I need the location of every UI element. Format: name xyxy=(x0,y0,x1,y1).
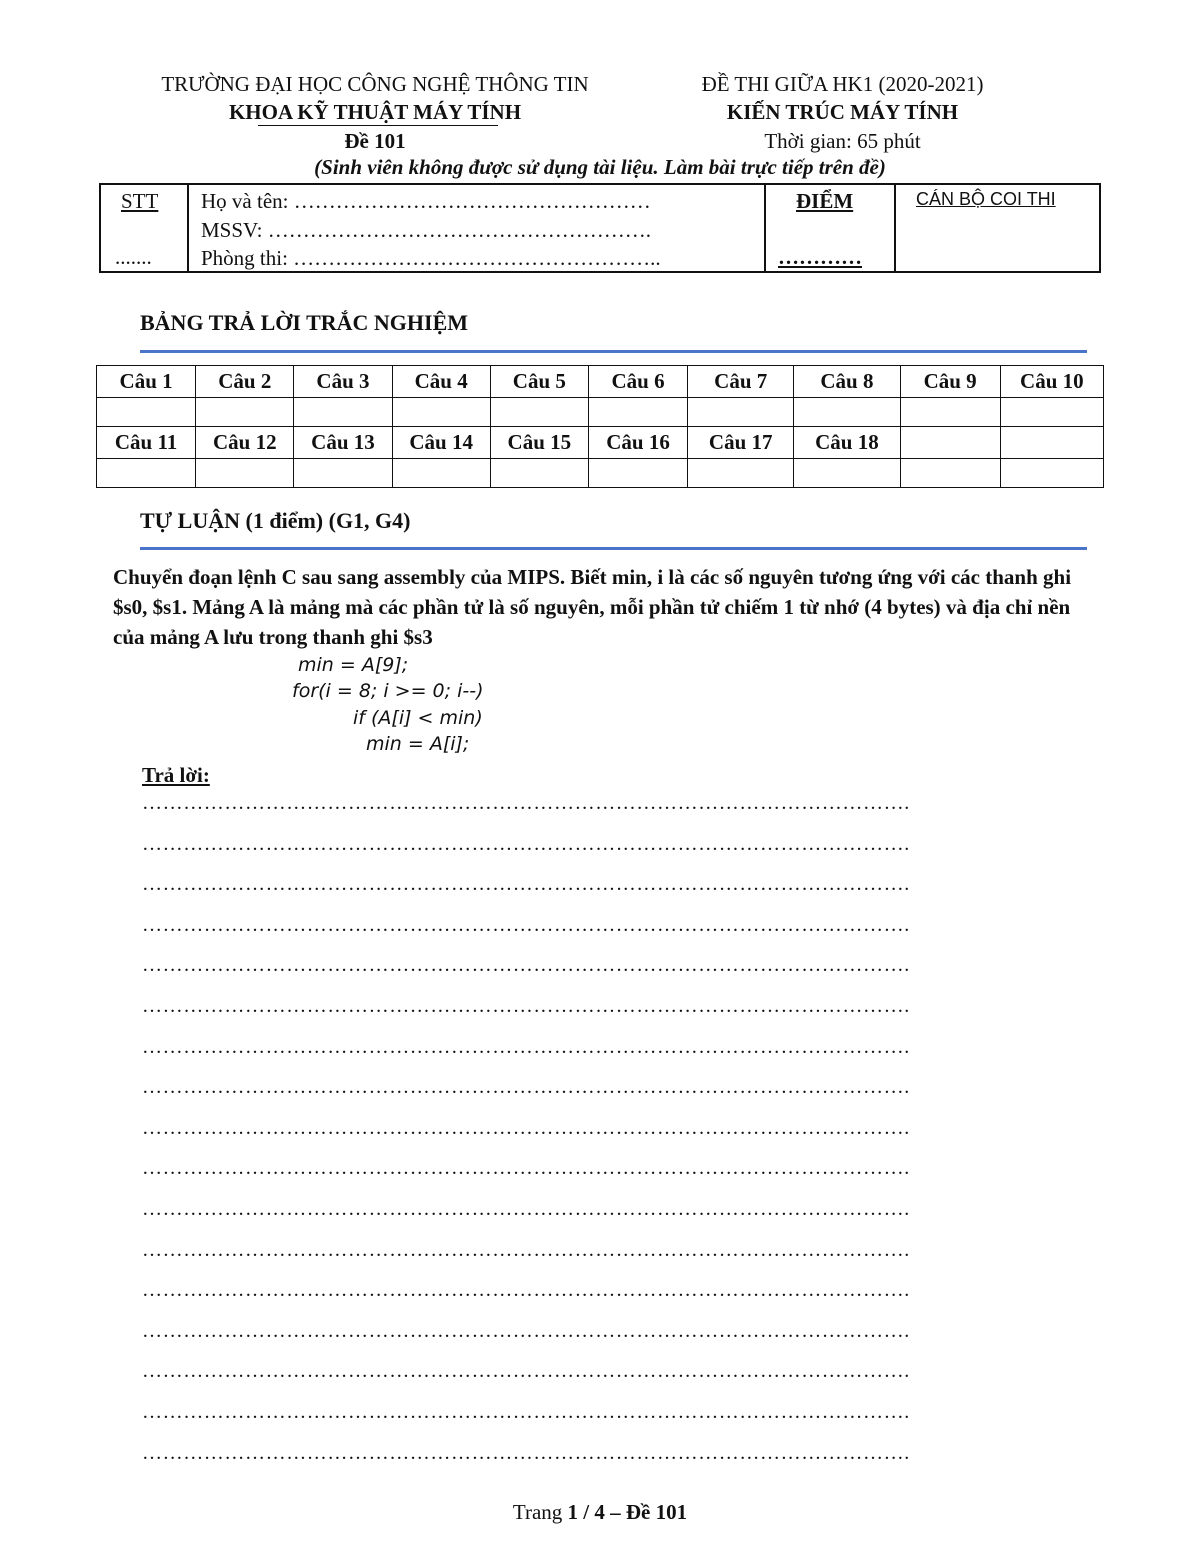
question-label xyxy=(1000,427,1103,459)
answer-line[interactable]: …………………………………………………………………………………………………. xyxy=(142,1279,910,1302)
mssv-field[interactable]: MSSV: ………………………………………………. xyxy=(201,218,651,242)
stt-blank[interactable]: ....... xyxy=(115,245,152,269)
answer-line[interactable]: …………………………………………………………………………………………………. xyxy=(142,1198,910,1220)
answer-line[interactable]: …………………………………………………………………………………………………. xyxy=(142,913,910,936)
answer-cell[interactable] xyxy=(588,459,687,488)
exam-duration: Thời gian: 65 phút xyxy=(764,129,921,153)
answer-cell[interactable] xyxy=(794,398,900,427)
code-line: min = A[9]; xyxy=(298,654,409,676)
answer-cell[interactable] xyxy=(490,398,588,427)
divider xyxy=(187,185,189,271)
question-label: Câu 12 xyxy=(196,427,294,459)
question-label: Câu 2 xyxy=(196,366,294,398)
section-rule xyxy=(140,350,1087,353)
answer-line[interactable]: …………………………………………………………………………………………………. xyxy=(142,995,910,1017)
answer-cell[interactable] xyxy=(97,459,196,488)
question-label xyxy=(900,427,1000,459)
mcq-title: BẢNG TRẢ LỜI TRẮC NGHIỆM xyxy=(140,310,469,335)
question-label: Câu 5 xyxy=(490,366,588,398)
answer-cell[interactable] xyxy=(1000,398,1103,427)
answer-line[interactable]: …………………………………………………………………………………………………. xyxy=(142,1035,910,1058)
question-label: Câu 17 xyxy=(688,427,794,459)
score-label: ĐIỂM xyxy=(796,189,854,213)
question-label: Câu 16 xyxy=(588,427,687,459)
divider xyxy=(764,185,766,271)
question-label: Câu 14 xyxy=(392,427,490,459)
code-line: for(i = 8; i >= 0; i--) xyxy=(292,680,484,702)
proctor-label: CÁN BỘ COI THI xyxy=(916,189,1056,209)
student-info-box xyxy=(99,183,1101,273)
answer-line[interactable]: …………………………………………………………………………………………………. xyxy=(142,1441,910,1464)
answer-cell[interactable] xyxy=(900,459,1000,488)
answer-line[interactable]: …………………………………………………………………………………………………. xyxy=(142,873,910,896)
question-label: Câu 18 xyxy=(794,427,900,459)
subject-name: KIẾN TRÚC MÁY TÍNH xyxy=(726,100,959,124)
answer-label-row-2 xyxy=(97,427,1104,459)
answer-line[interactable]: …………………………………………………………………………………………………. xyxy=(142,792,910,814)
answer-cell[interactable] xyxy=(392,398,490,427)
code-line: if (A[i] < min) xyxy=(353,707,483,729)
university-name: TRƯỜNG ĐẠI HỌC CÔNG NGHỆ THÔNG TIN xyxy=(161,72,589,96)
footer-prefix: Trang xyxy=(512,1500,568,1524)
room-field[interactable]: Phòng thi: …………………………………………….. xyxy=(201,246,661,270)
score-blank[interactable]: ………… xyxy=(778,245,862,269)
question-label: Câu 1 xyxy=(97,366,196,398)
stt-label: STT xyxy=(121,189,159,213)
answer-line[interactable]: …………………………………………………………………………………………………. xyxy=(142,1116,910,1139)
answer-line[interactable]: …………………………………………………………………………………………………. xyxy=(142,1360,910,1383)
answer-cell[interactable] xyxy=(392,459,490,488)
question-label: Câu 3 xyxy=(294,366,392,398)
question-label: Câu 15 xyxy=(490,427,588,459)
answer-label-row-1 xyxy=(97,366,1104,398)
answer-blank-row-2 xyxy=(97,459,1104,488)
question-label: Câu 9 xyxy=(900,366,1000,398)
answer-line[interactable]: …………………………………………………………………………………………………. xyxy=(142,1076,910,1099)
answer-line[interactable]: …………………………………………………………………………………………………. xyxy=(142,1238,910,1261)
question-label: Câu 13 xyxy=(294,427,392,459)
exam-code: Đề 101 xyxy=(344,129,406,153)
answer-blank-row-1 xyxy=(97,398,1104,427)
answer-table xyxy=(96,365,1104,488)
answer-label: Trả lời: xyxy=(142,763,210,787)
question-label: Câu 11 xyxy=(97,427,196,459)
answer-cell[interactable] xyxy=(97,398,196,427)
answer-cell[interactable] xyxy=(196,459,294,488)
faculty-name: KHOA KỸ THUẬT MÁY TÍNH xyxy=(228,100,522,124)
question-label: Câu 6 xyxy=(588,366,687,398)
exam-title: ĐỀ THI GIỮA HK1 (2020-2021) xyxy=(701,72,984,96)
answer-line[interactable]: …………………………………………………………………………………………………. xyxy=(142,1319,910,1342)
name-field[interactable]: Họ và tên: …………………………………………… xyxy=(201,189,651,213)
exam-note: (Sinh viên không được sử dụng tài liệu. Làm bài trực tiếp trên đề) xyxy=(314,155,886,179)
answer-line[interactable]: …………………………………………………………………………………………………. xyxy=(142,954,910,977)
essay-title: TỰ LUẬN (1 điểm) (G1, G4) xyxy=(140,508,411,533)
answer-cell[interactable] xyxy=(900,398,1000,427)
essay-question: Chuyển đoạn lệnh C sau sang assembly của MIPS. Biết min, i là các số nguyên tương ứng với các thanh ghi $s0, $s1. Mảng A là mảng mà các phần tử là số nguyên, mỗi phần tử chiếm 1 từ nhớ (4 bytes) và địa chỉ nền của mảng A lưu trong thanh ghi $s3 xyxy=(113,565,1072,649)
question-label: Câu 4 xyxy=(392,366,490,398)
question-label: Câu 10 xyxy=(1000,366,1103,398)
answer-cell[interactable] xyxy=(588,398,687,427)
answer-line[interactable]: …………………………………………………………………………………………………. xyxy=(142,1157,910,1180)
footer-page: 1 / 4 – Đề 101 xyxy=(567,1500,688,1524)
answer-cell[interactable] xyxy=(794,459,900,488)
divider xyxy=(894,185,896,271)
answer-cell[interactable] xyxy=(294,459,392,488)
code-line: min = A[i]; xyxy=(366,733,470,755)
answer-cell[interactable] xyxy=(490,459,588,488)
answer-cell[interactable] xyxy=(688,398,794,427)
question-label: Câu 7 xyxy=(688,366,794,398)
answer-cell[interactable] xyxy=(1000,459,1103,488)
answer-cell[interactable] xyxy=(196,398,294,427)
answer-cell[interactable] xyxy=(294,398,392,427)
faculty-underline xyxy=(258,125,498,126)
section-rule xyxy=(140,547,1087,550)
page-footer xyxy=(0,1500,1200,1525)
answer-cell[interactable] xyxy=(688,459,794,488)
answer-line[interactable]: …………………………………………………………………………………………………. xyxy=(142,1401,910,1423)
question-label: Câu 8 xyxy=(794,366,900,398)
answer-line[interactable]: …………………………………………………………………………………………………. xyxy=(142,832,910,855)
